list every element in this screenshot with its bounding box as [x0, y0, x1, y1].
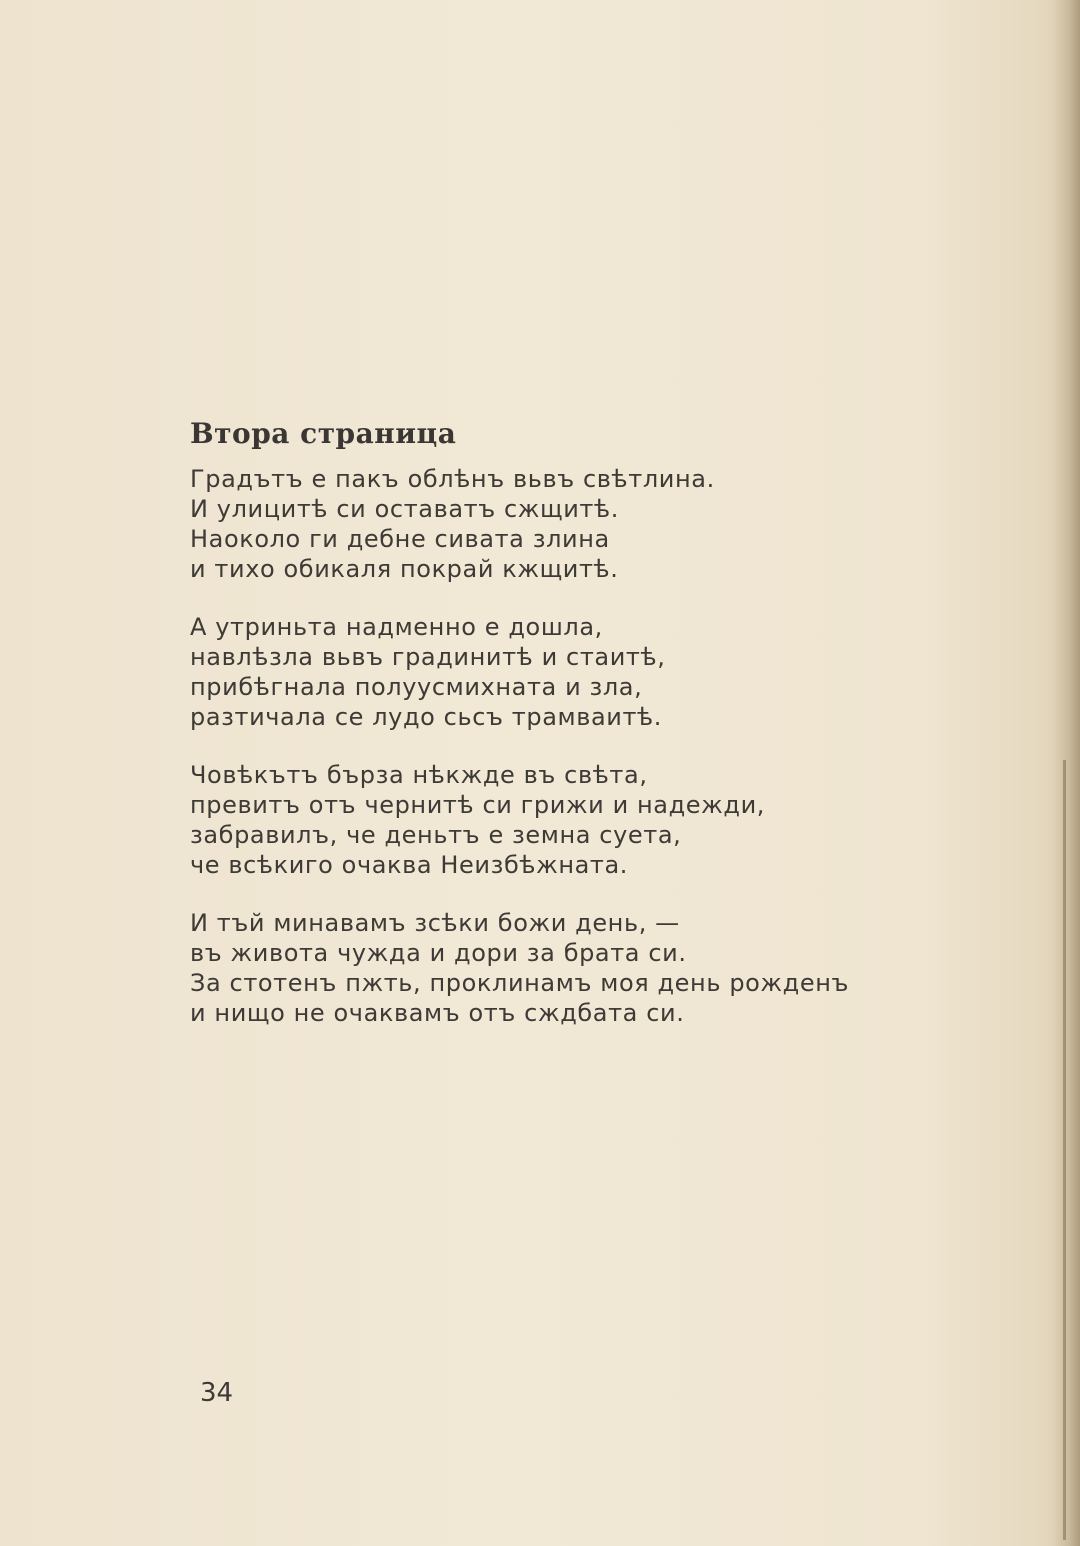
poem-line: Наоколо ги дебне сивата злина [190, 525, 610, 553]
poem-line: А утриньта надменно е дошла, [190, 613, 603, 641]
poem-line: И тъй минавамъ зсѣки божи день, — [190, 909, 680, 937]
page-edge-shadow [1052, 0, 1080, 1546]
poem [190, 414, 950, 1056]
stanza-4 [190, 908, 950, 1028]
poem-line: навлѣзла вьвъ градинитѣ и стаитѣ, [190, 643, 666, 671]
poem-line: превитъ отъ чернитѣ си грижи и надежди, [190, 791, 765, 819]
poem-line: И улицитѣ си оставатъ сжщитѣ. [190, 495, 619, 523]
stanza-2 [190, 612, 950, 732]
poem-line: Човѣкътъ бърза нѣкжде въ свѣта, [190, 761, 648, 789]
page-edge-line [1063, 760, 1066, 1540]
poem-line: разтичала се лудо сьсъ трамваитѣ. [190, 703, 663, 731]
poem-title: Втора страница [190, 417, 457, 450]
page-number: 34 [200, 1378, 234, 1408]
poem-line: забравилъ, че деньтъ е земна суета, [190, 821, 682, 849]
poem-line: Градътъ е пакъ облѣнъ вьвъ свѣтлина. [190, 465, 715, 493]
poem-line: че всѣкиго очаква Неизбѣжната. [190, 851, 629, 879]
poem-line: За стотенъ пжть, проклинамъ моя день рожденъ [190, 969, 850, 997]
stanza-3 [190, 760, 950, 880]
poem-line: въ живота чужда и дори за брата си. [190, 939, 687, 967]
poem-line: и тихо обикаля покрай кжщитѣ. [190, 555, 619, 583]
poem-line: и нищо не очаквамъ отъ сждбата си. [190, 999, 685, 1027]
poem-line: прибѣгнала полуусмихната и зла, [190, 673, 643, 701]
stanza-1 [190, 464, 950, 584]
